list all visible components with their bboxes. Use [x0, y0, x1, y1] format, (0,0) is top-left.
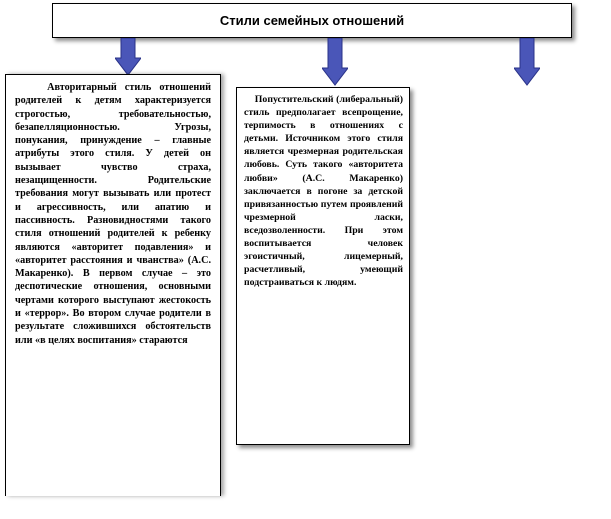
- diagram-title-box: [52, 3, 572, 38]
- arrow-down-icon: [115, 38, 141, 76]
- diagram-title: Стили семейных отношений: [219, 13, 405, 28]
- arrow-down-icon: [514, 38, 540, 86]
- style-box-liberal: [236, 87, 410, 445]
- arrow-down-icon: [322, 38, 348, 86]
- style-description: [244, 93, 403, 289]
- style-text: предполагает всепрощение, терпимость в отношениях с детьми. Источником этого стиля является чрезмерная родительская любовь. Суть такого «авторитета любви» (А.С. Макаренко) заключается в погоне за детской привязанностью путем проявлений чрезмерной ласки, вседозволенности. При этом воспитывается человек эгоистичный, лицемерный, расчетливый, умеющий подстраиваться к людям.: [244, 107, 403, 289]
- style-text: отношений родителей к детям характеризуется строгостью, требовательностью, безапелляционностью. Угрозы, понукания, принуждение – главные атрибуты этого стиля. У детей он вызывает чувство страха, незащищенности. Родительские требования могут вызывать или протест и агрессивность, или апатию и пассивность. Разновидностями такого стиля отношений родителей к ребенку являются «авторитет подавления» и «авторитет расстояния и чванства» (А.С. Макаренко). В первом случае – это деспотические отношения, основными чертами которого выступают жестокость и «террор». Во втором случае родители в результате сложившихся обстоятельств или «в целях воспитания» стараются: [15, 82, 212, 346]
- style-heading: Попустительский (либеральный) стиль: [244, 94, 404, 119]
- style-description: [15, 81, 211, 347]
- style-box-authoritarian: [5, 74, 221, 496]
- style-heading: Авторитарный стиль: [47, 82, 152, 93]
